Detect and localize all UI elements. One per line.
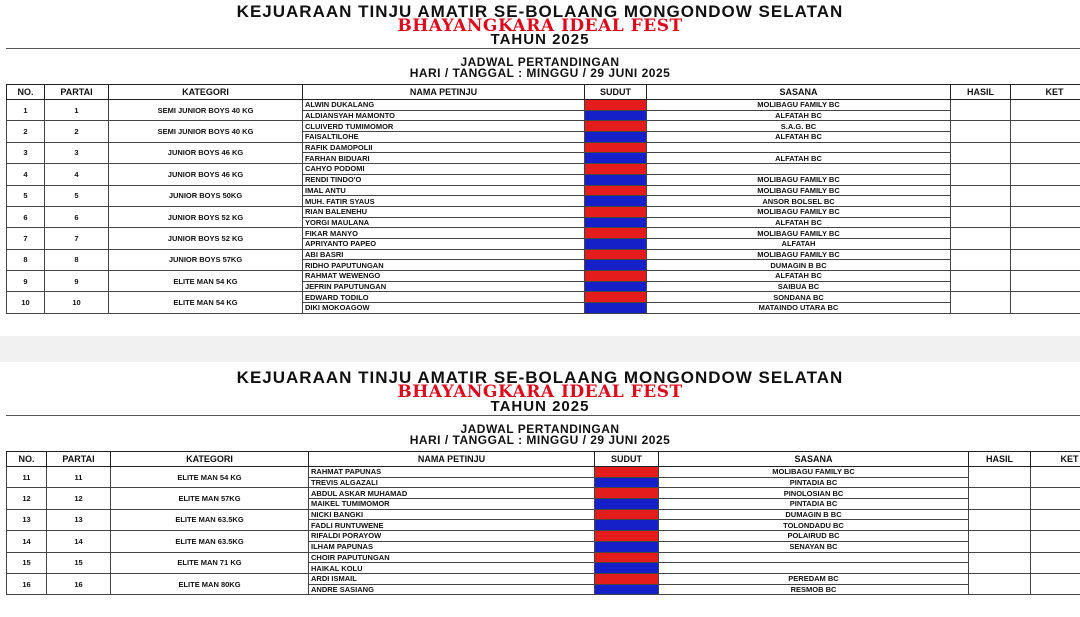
col-header-ket: KET — [1031, 452, 1080, 467]
blue-corner-swatch — [585, 196, 647, 207]
blue-boxer-name: FADLI RUNTUWENE — [309, 520, 595, 531]
match-partai: 3 — [45, 142, 109, 163]
blue-corner-swatch — [585, 281, 647, 292]
match-hasil — [969, 552, 1031, 573]
blue-corner-swatch — [595, 477, 659, 488]
match-hasil — [951, 164, 1011, 185]
red-corner-swatch — [595, 552, 659, 563]
match-rows — [7, 100, 1080, 314]
match-kategori: SEMI JUNIOR BOYS 40 KG — [109, 121, 303, 142]
red-corner-swatch — [595, 573, 659, 584]
match-kategori: ELITE MAN 63.5KG — [111, 509, 309, 530]
blue-boxer-name: ANDRE SASIANG — [309, 584, 595, 595]
match-no: 6 — [7, 206, 45, 227]
match-partai: 6 — [45, 206, 109, 227]
col-header-hasil: HASIL — [951, 85, 1011, 100]
red-boxer-club — [659, 552, 969, 563]
match-row — [7, 488, 1080, 499]
red-boxer-name: IMAL ANTU — [303, 185, 585, 196]
match-kategori: SEMI JUNIOR BOYS 40 KG — [109, 100, 303, 121]
blue-corner-swatch — [595, 499, 659, 510]
blue-corner-swatch — [595, 541, 659, 552]
blue-boxer-club: ANSOR BOLSEL BC — [647, 196, 951, 207]
match-row — [7, 185, 1080, 196]
col-header-sudut: SUDUT — [585, 85, 647, 100]
match-kategori: ELITE MAN 71 KG — [111, 552, 309, 573]
sheet-separator — [0, 336, 1080, 362]
blue-boxer-club: ALFATAH BC — [647, 153, 951, 164]
match-partai: 5 — [45, 185, 109, 206]
event-year: TAHUN 2025 — [490, 31, 590, 48]
event-subtitle: BHAYANGKARA IDEAL FEST — [397, 16, 683, 36]
blue-corner-swatch — [585, 110, 647, 121]
col-header-sasana: SASANA — [659, 452, 969, 467]
blue-boxer-name: FARHAN BIDUARI — [303, 153, 585, 164]
match-kategori: JUNIOR BOYS 57KG — [109, 249, 303, 270]
match-ket — [1011, 206, 1080, 227]
match-no: 12 — [7, 488, 47, 509]
blue-boxer-club: MATAINDO UTARA BC — [647, 303, 951, 314]
blue-boxer-club: TOLONDADU BC — [659, 520, 969, 531]
blue-boxer-name: DIKI MOKOAGOW — [303, 303, 585, 314]
blue-corner-swatch — [585, 217, 647, 228]
blue-corner-swatch — [595, 520, 659, 531]
blue-boxer-club — [659, 563, 969, 574]
match-ket — [1011, 100, 1080, 121]
red-boxer-name: RAHMAT WEWENGO — [303, 271, 585, 282]
blue-boxer-club: SAIBUA BC — [647, 281, 951, 292]
col-header-ket: KET — [1011, 85, 1080, 100]
table-header-row — [7, 85, 1080, 100]
match-kategori: JUNIOR BOYS 50KG — [109, 185, 303, 206]
schedule-table — [6, 451, 1080, 595]
blue-corner-swatch — [585, 238, 647, 249]
red-boxer-name: ARDI ISMAIL — [309, 573, 595, 584]
red-boxer-name: EDWARD TODILO — [303, 292, 585, 303]
blue-corner-swatch — [585, 303, 647, 314]
match-partai: 11 — [47, 467, 111, 488]
red-boxer-club: SONDANA BC — [647, 292, 951, 303]
red-boxer-name: ABI BASRI — [303, 249, 585, 260]
red-boxer-name: FIKAR MANYO — [303, 228, 585, 239]
match-row — [7, 271, 1080, 282]
red-boxer-club: MOLIBAGU FAMILY BC — [647, 206, 951, 217]
blue-boxer-name: ALDIANSYAH MAMONTO — [303, 110, 585, 121]
match-partai: 7 — [45, 228, 109, 249]
match-partai: 1 — [45, 100, 109, 121]
match-no: 10 — [7, 292, 45, 313]
col-header-partai: PARTAI — [47, 452, 111, 467]
blue-corner-swatch — [585, 153, 647, 164]
match-hasil — [969, 573, 1031, 594]
event-title: KEJUARAAN TINJU AMATIR SE-BOLAANG MONGONDOW SELATAN — [236, 2, 844, 21]
red-corner-swatch — [585, 142, 647, 153]
col-header-kategori: KATEGORI — [111, 452, 309, 467]
match-partai: 13 — [47, 509, 111, 530]
red-corner-swatch — [585, 185, 647, 196]
blue-boxer-club: MOLIBAGU FAMILY BC — [647, 174, 951, 185]
red-boxer-name: RIFALDI PORAYOW — [309, 531, 595, 542]
blue-boxer-name: FAISALTILOHE — [303, 132, 585, 143]
match-hasil — [951, 185, 1011, 206]
blue-corner-swatch — [585, 260, 647, 271]
blue-boxer-name: APRIYANTO PAPEO — [303, 238, 585, 249]
blue-boxer-club: ALFATAH BC — [647, 132, 951, 143]
red-corner-swatch — [585, 206, 647, 217]
match-kategori: JUNIOR BOYS 52 KG — [109, 228, 303, 249]
red-boxer-name: RAFIK DAMOPOLII — [303, 142, 585, 153]
schedule-sheet-2 — [0, 362, 1080, 617]
match-rows — [7, 467, 1080, 595]
red-boxer-club: MOLIBAGU FAMILY BC — [647, 100, 951, 111]
blue-boxer-club: DUMAGIN B BC — [647, 260, 951, 271]
blue-boxer-club: SENAYAN BC — [659, 541, 969, 552]
red-corner-swatch — [585, 121, 647, 132]
match-hasil — [951, 228, 1011, 249]
red-boxer-name: NICKI BANGKI — [309, 509, 595, 520]
match-no: 5 — [7, 185, 45, 206]
blue-corner-swatch — [595, 584, 659, 595]
blue-boxer-name: RENDI TINDO'O — [303, 174, 585, 185]
red-corner-swatch — [585, 228, 647, 239]
match-kategori: ELITE MAN 54 KG — [109, 271, 303, 292]
blue-boxer-name: ILHAM PAPUNAS — [309, 541, 595, 552]
col-header-nama: NAMA PETINJU — [309, 452, 595, 467]
red-boxer-club: MOLIBAGU FAMILY BC — [647, 249, 951, 260]
match-ket — [1011, 271, 1080, 292]
col-header-no: NO. — [7, 452, 47, 467]
red-corner-swatch — [595, 488, 659, 499]
match-partai: 12 — [47, 488, 111, 509]
red-corner-swatch — [585, 249, 647, 260]
match-row — [7, 573, 1080, 584]
match-row — [7, 531, 1080, 542]
blue-boxer-club: PINTADIA BC — [659, 499, 969, 510]
match-partai: 15 — [47, 552, 111, 573]
match-no: 7 — [7, 228, 45, 249]
match-ket — [1031, 573, 1080, 594]
match-kategori: ELITE MAN 54 KG — [111, 467, 309, 488]
match-row — [7, 509, 1080, 520]
blue-boxer-club: ALFATAH BC — [647, 110, 951, 121]
red-boxer-club: PINOLOSIAN BC — [659, 488, 969, 499]
match-kategori: JUNIOR BOYS 46 KG — [109, 142, 303, 163]
match-ket — [1031, 531, 1080, 552]
match-hasil — [969, 488, 1031, 509]
red-boxer-club — [647, 164, 951, 175]
match-row — [7, 142, 1080, 153]
match-kategori: ELITE MAN 80KG — [111, 573, 309, 594]
match-ket — [1031, 488, 1080, 509]
match-hasil — [951, 100, 1011, 121]
match-row — [7, 228, 1080, 239]
col-header-no: NO. — [7, 85, 45, 100]
col-header-kategori: KATEGORI — [109, 85, 303, 100]
match-row — [7, 467, 1080, 478]
red-boxer-name: ABDUL ASKAR MUHAMAD — [309, 488, 595, 499]
match-hasil — [951, 271, 1011, 292]
match-kategori: ELITE MAN 63.5KG — [111, 531, 309, 552]
red-boxer-club: MOLIBAGU FAMILY BC — [647, 228, 951, 239]
col-header-sudut: SUDUT — [595, 452, 659, 467]
schedule-heading: JADWAL PERTANDINGAN — [460, 422, 620, 436]
col-header-nama: NAMA PETINJU — [303, 85, 585, 100]
red-boxer-name: CHOIR PAPUTUNGAN — [309, 552, 595, 563]
match-kategori: JUNIOR BOYS 46 KG — [109, 164, 303, 185]
match-no: 14 — [7, 531, 47, 552]
match-ket — [1011, 164, 1080, 185]
match-hasil — [951, 292, 1011, 313]
match-ket — [1031, 552, 1080, 573]
match-hasil — [951, 249, 1011, 270]
blue-corner-swatch — [585, 174, 647, 185]
match-partai: 9 — [45, 271, 109, 292]
schedule-date: HARI / TANGGAL : MINGGU / 29 JUNI 2025 — [409, 433, 671, 447]
match-row — [7, 100, 1080, 111]
match-partai: 2 — [45, 121, 109, 142]
match-kategori: ELITE MAN 54 KG — [109, 292, 303, 313]
match-hasil — [951, 206, 1011, 227]
match-hasil — [951, 142, 1011, 163]
match-no: 2 — [7, 121, 45, 142]
red-corner-swatch — [595, 531, 659, 542]
schedule-date: HARI / TANGGAL : MINGGU / 29 JUNI 2025 — [409, 66, 671, 80]
match-row — [7, 249, 1080, 260]
table-header-row — [7, 452, 1080, 467]
match-partai: 4 — [45, 164, 109, 185]
blue-corner-swatch — [595, 563, 659, 574]
red-boxer-club — [647, 142, 951, 153]
red-boxer-club: PEREDAM BC — [659, 573, 969, 584]
match-partai: 14 — [47, 531, 111, 552]
match-no: 13 — [7, 509, 47, 530]
match-ket — [1011, 185, 1080, 206]
match-ket — [1031, 467, 1080, 488]
match-no: 1 — [7, 100, 45, 121]
blue-boxer-name: RIDHO PAPUTUNGAN — [303, 260, 585, 271]
blue-boxer-name: TREVIS ALGAZALI — [309, 477, 595, 488]
match-kategori: JUNIOR BOYS 52 KG — [109, 206, 303, 227]
red-boxer-club: POLAIRUD BC — [659, 531, 969, 542]
blue-boxer-club: RESMOB BC — [659, 584, 969, 595]
blue-boxer-name: HAIKAL KOLU — [309, 563, 595, 574]
match-partai: 16 — [47, 573, 111, 594]
schedule-table — [6, 84, 1080, 314]
red-boxer-name: RAHMAT PAPUNAS — [309, 467, 595, 478]
match-no: 15 — [7, 552, 47, 573]
match-ket — [1011, 249, 1080, 270]
match-partai: 10 — [45, 292, 109, 313]
match-kategori: ELITE MAN 57KG — [111, 488, 309, 509]
red-corner-swatch — [585, 100, 647, 111]
col-header-partai: PARTAI — [45, 85, 109, 100]
red-boxer-name: CAHYO PODOMI — [303, 164, 585, 175]
match-hasil — [969, 467, 1031, 488]
header-divider — [6, 48, 1080, 49]
event-year: TAHUN 2025 — [490, 398, 590, 415]
blue-boxer-name: MUH. FATIR SYAUS — [303, 196, 585, 207]
blue-boxer-name: MAIKEL TUMIMOMOR — [309, 499, 595, 510]
match-row — [7, 121, 1080, 132]
match-partai: 8 — [45, 249, 109, 270]
match-hasil — [969, 509, 1031, 530]
col-header-hasil: HASIL — [969, 452, 1031, 467]
match-no: 16 — [7, 573, 47, 594]
match-no: 11 — [7, 467, 47, 488]
red-boxer-name: RIAN BALENEHU — [303, 206, 585, 217]
match-no: 3 — [7, 142, 45, 163]
match-no: 8 — [7, 249, 45, 270]
match-ket — [1011, 142, 1080, 163]
blue-boxer-name: JEFRIN PAPUTUNGAN — [303, 281, 585, 292]
match-ket — [1031, 509, 1080, 530]
red-corner-swatch — [595, 467, 659, 478]
event-title: KEJUARAAN TINJU AMATIR SE-BOLAANG MONGONDOW SELATAN — [236, 368, 844, 387]
header-divider — [6, 415, 1080, 416]
col-header-sasana: SASANA — [647, 85, 951, 100]
red-boxer-club: S.A.G. BC — [647, 121, 951, 132]
red-boxer-club: DUMAGIN B BC — [659, 509, 969, 520]
blue-boxer-club: ALFATAH — [647, 238, 951, 249]
red-corner-swatch — [585, 164, 647, 175]
match-hasil — [969, 531, 1031, 552]
match-ket — [1011, 292, 1080, 313]
red-corner-swatch — [585, 271, 647, 282]
match-no: 4 — [7, 164, 45, 185]
red-corner-swatch — [585, 292, 647, 303]
red-boxer-name: ALWIN DUKALANG — [303, 100, 585, 111]
match-hasil — [951, 121, 1011, 142]
blue-corner-swatch — [585, 132, 647, 143]
match-no: 9 — [7, 271, 45, 292]
match-ket — [1011, 121, 1080, 142]
red-boxer-club: MOLIBAGU FAMILY BC — [659, 467, 969, 478]
red-boxer-club: ALFATAH BC — [647, 271, 951, 282]
match-row — [7, 292, 1080, 303]
blue-boxer-club: ALFATAH BC — [647, 217, 951, 228]
match-ket — [1011, 228, 1080, 249]
blue-boxer-name: YORGI MAULANA — [303, 217, 585, 228]
event-subtitle: BHAYANGKARA IDEAL FEST — [397, 382, 683, 402]
match-row — [7, 164, 1080, 175]
match-row — [7, 552, 1080, 563]
schedule-heading: JADWAL PERTANDINGAN — [460, 55, 620, 69]
blue-boxer-club: PINTADIA BC — [659, 477, 969, 488]
red-boxer-name: CLUIVERD TUMIMOMOR — [303, 121, 585, 132]
red-boxer-club: MOLIBAGU FAMILY BC — [647, 185, 951, 196]
match-row — [7, 206, 1080, 217]
red-corner-swatch — [595, 509, 659, 520]
